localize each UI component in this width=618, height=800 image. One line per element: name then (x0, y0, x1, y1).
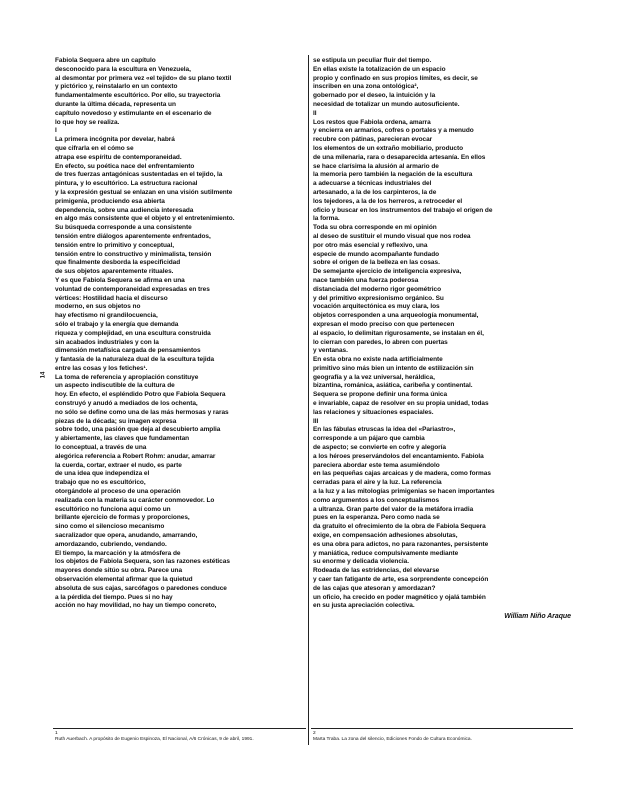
right-column-line: de una milenaria, rara o desaparecida artesanía. En ellos (313, 153, 486, 161)
right-column-line: a la luz y a las mitologías primigenias se hacen importantes (313, 488, 495, 496)
page-number: 14 (40, 371, 47, 379)
right-column-line: inscriben en una zona ontológica², (313, 83, 419, 91)
left-column-line: La primera incógnita por develar, habrá (55, 136, 175, 144)
left-column-line: fundamentalmente escultórico. Por ello, su trayectoria (55, 92, 221, 100)
left-column-line: otorgándole al proceso de una operación (55, 488, 181, 496)
footnote-text: Ruth Auerbach. A propósito de Eugenio Espinoza, El Nacional, A/6 Crónicas, 9 de abril, 1991. (55, 737, 254, 742)
left-column-line: sino como el silencioso mecanismo (55, 523, 165, 531)
right-column-line: y maniática, reduce compulsivamente mediante (313, 549, 459, 557)
left-column-line: riqueza y complejidad, en una escultura construida (55, 329, 211, 337)
right-column-line: su enorme y delicada violencia. (313, 558, 409, 566)
left-column-line: sobre todo, una pasión que deja al descubierto amplia (55, 426, 221, 434)
right-column-line: y caer tan fatigante de arte, esa sorprendente concepción (313, 576, 489, 584)
right-column-line: lo cierran con paredes, lo abren con puertas (313, 338, 448, 346)
right-column-line: sobre el origen de la belleza en las cosas. (313, 259, 440, 267)
right-column-line: pues en la esperanza. Pero como nada se (313, 514, 440, 522)
left-column-line: desconocido para la escultura en Venezuela, (55, 65, 191, 73)
left-column-line: pintura, y lo escultórico. La estructura racional (55, 180, 198, 188)
left-column-line: moderno, en sus objetos no (55, 303, 141, 311)
footnote-rule-right (311, 728, 573, 729)
left-column-line: sin acabados industriales y con la (55, 338, 159, 346)
right-column-line: a los héroes preservándolos del encantamiento. Fabiola (313, 452, 484, 460)
left-column-line: de tres fuerzas antagónicas sustentadas en el tejido, la (55, 171, 223, 179)
left-column-line: Y es que Fabiola Sequera se afirma en una (55, 276, 185, 284)
left-column-line: brillante ejercicio de formas y proporciones, (55, 514, 190, 522)
left-column-line: trabajo que no es escultórico, (55, 479, 146, 487)
right-column-line: expresan el modo preciso con que pertenecen (313, 320, 455, 328)
left-column-line: capítulo novedoso y estimulante en el escenario de (55, 109, 212, 117)
right-column-line: la forma. (313, 215, 340, 223)
footnote-text: Marta Traba. La zona del silencio, Ediciones Fondo de Cultura Económica. (313, 737, 472, 742)
left-column-line: primigenia, produciendo esa abierta (55, 197, 165, 205)
left-column-line: lo que hoy se realiza. (55, 118, 120, 126)
footnote-number: 2 (313, 731, 316, 736)
right-column-line: nace también una fuerza poderosa (313, 276, 419, 284)
left-column-line: observación elemental afirmar que la quietud (55, 576, 193, 584)
right-column (313, 57, 571, 622)
left-column-line: y pictórico y, reinstalarlo en un contexto (55, 83, 178, 91)
footnote-right (313, 731, 472, 743)
left-column-line: En efecto, su poética nace del enfrentamiento (55, 162, 195, 170)
right-column-line: un oficio, ha crecido en poder magnético y ojalá también (313, 593, 486, 601)
right-column-line: los elementos de un extraño mobiliario, producto (313, 144, 464, 152)
right-column-line: como argumentos a los conceptualismos (313, 496, 440, 504)
right-column-line: en las pequeñas cajas arcaicas y de madera, como formas (313, 470, 491, 478)
left-column-line: de una idea que independiza el (55, 470, 150, 478)
right-column-line: Sequera se propone definir una forma única (313, 391, 448, 399)
left-column-line: construyó y anudó a mediados de los ochenta, (55, 400, 198, 408)
right-column-line: II (313, 109, 317, 117)
left-column-line: los objetos de Fabiola Sequera, son las razones estéticas (55, 558, 230, 566)
right-column-line: se estipula un peculiar fluir del tiempo. (313, 57, 432, 64)
left-column-line: vértices: Hostilidad hacia el discurso (55, 294, 168, 302)
right-column-line: y del primitivo expresionismo orgánico. Su (313, 294, 444, 302)
right-column-line: distanciada del moderno rigor geométrico (313, 285, 442, 293)
left-column-line: La toma de referencia y apropiación constituye (55, 373, 199, 381)
left-column-line: piezas de la década; su imagen expresa (55, 417, 177, 425)
left-column-line: voluntad de contemporaneidad expresadas en tres (55, 285, 210, 293)
footnote-rule-left (53, 728, 306, 729)
right-column-line: e invariable, capaz de resolver en su propia unidad, todas (313, 400, 489, 408)
left-column-line: amordazando, cubriendo, vendando. (55, 540, 167, 548)
right-column-line: gobernado por el deseo, la intuición y la (313, 92, 436, 100)
left-column-line: El tiempo, la marcación y la atmósfera de (55, 549, 181, 557)
left-column-line: tensión entre lo constructivo y minimalista, tensión (55, 250, 212, 258)
left-column-line: absoluta de sus cajas, sarcófagos o paredones conduce (55, 584, 227, 592)
left-column-line: sacralizador que opera, anudando, amarrando, (55, 532, 198, 540)
right-column-line: corresponde a un pájaro que cambia (313, 435, 425, 443)
left-column-line: mayores donde sitúo su obra. Parece una (55, 567, 183, 575)
right-column-line: bizantina, románica, asiática, caribeña y continental. (313, 382, 473, 390)
column-divider (308, 55, 309, 745)
left-column-line: dependencia, sobre una audiencia interesada (55, 206, 194, 214)
left-column-line: que finalmente desborda la especificidad (55, 259, 181, 267)
left-column-line: en algo más consistente que el objeto y el entretenimiento. (55, 215, 235, 223)
right-column-line: En esta obra no existe nada artificialmente (313, 356, 443, 364)
left-column-line: y abiertamente, las claves que fundamentan (55, 435, 190, 443)
left-column-line: no sólo se define como una de las más hermosas y raras (55, 408, 229, 416)
left-column-line: hay efectismo ni grandilocuencia, (55, 312, 158, 320)
left-column-line: a la pérdida del tiempo. Pues si no hay (55, 593, 173, 601)
left-column-line: Su búsqueda corresponde a una consistente (55, 224, 192, 232)
left-column-line: la cuerda, cortar, extraer el nudo, es parte (55, 461, 182, 469)
footnote-left (55, 731, 254, 743)
right-column-line: III (313, 417, 319, 425)
right-column-line: exige, en compensación adhesiones absolutas, (313, 532, 458, 540)
footnote-number: 1 (55, 731, 58, 736)
right-column-line: la memoria pero también la negación de la escultura (313, 171, 473, 179)
left-column-line: Fabiola Sequera abre un capítulo (55, 57, 156, 64)
left-column-line: realizada con la materia su carácter conmovedor. Lo (55, 496, 215, 504)
right-column-line: y ventanas. (313, 347, 348, 355)
right-column-line: al espacio, lo delimitan rigurosamente, se instalan en él, (313, 329, 484, 337)
right-column-line: es una obra para adictos, no para razonantes, persistente (313, 540, 489, 548)
left-column-line: que cifrarla en el cómo se (55, 144, 134, 152)
right-column-line: a adecuarse a técnicas industriales del (313, 180, 432, 188)
right-column-line: por otro más esencial y reflexivo, una (313, 241, 428, 249)
right-column-line: recubre con pátinas, parecieran evocar (313, 136, 433, 144)
right-column-line: necesidad de totalizar un mundo autosuficiente. (313, 100, 460, 108)
right-column-line: artesanado, a la de los carpinteros, la de (313, 188, 437, 196)
right-column-line: al deseo de sustituir el mundo visual que nos rodea (313, 232, 471, 240)
right-column-line: Rodeada de las estridencias, del elevarse (313, 567, 440, 575)
right-column-line: En las fábulas etruscas la idea del «Pariastro», (313, 426, 456, 434)
left-column (55, 57, 303, 611)
right-column-line: vocación arquitectónica es muy clara, los (313, 303, 440, 311)
left-column-line: tensión entre lo primitivo y conceptual, (55, 241, 174, 249)
right-column-line: pareciera abordar este tema asumiéndolo (313, 461, 440, 469)
right-column-line: y encierra en armarios, cofres o portales y a menudo (313, 127, 474, 135)
left-column-line: al desmontar por primera vez «el tejido» de su plano textil (55, 74, 232, 82)
right-column-line: Toda su obra corresponde en mi opinión (313, 224, 437, 232)
right-column-line: geografía y a la vez universal, heráldica, (313, 373, 435, 381)
left-column-line: atrapa ese espíritu de contemporaneidad. (55, 153, 182, 161)
left-column-line: escultórico no funciona aquí como un (55, 505, 171, 513)
right-column-line: especie de mundo acompañante fundado (313, 250, 440, 258)
left-column-line: I (55, 127, 57, 135)
right-column-line: De semejante ejercicio de inteligencia expresiva, (313, 268, 462, 276)
author-signature: William Niño Araque (504, 613, 571, 621)
right-column-line: se hace clarísima la alusión al armario de (313, 162, 439, 170)
right-column-line: objetos corresponden a una arqueología monumental, (313, 312, 479, 320)
left-column-line: y la expresión gestual se enlazan en una visión sutilmente (55, 188, 233, 196)
right-column-line: en su justa apreciación colectiva. (313, 602, 415, 610)
left-column-line: durante la última década, representa un (55, 100, 176, 108)
right-column-line: las relaciones y situaciones espaciales. (313, 408, 434, 416)
left-column-line: y fantasía de la naturaleza dual de la escultura tejida (55, 356, 215, 364)
right-column-line: a ultranza. Gran parte del valor de la metáfora irradia (313, 505, 474, 513)
right-column-line: primitivo sino más bien un intento de estilización sin (313, 364, 474, 372)
left-column-line: acción no hay movilidad, no hay un tiempo concreto, (55, 602, 217, 610)
right-column-line: oficio y buscar en los instrumentos del trabajo el origen de (313, 206, 493, 214)
right-column-line: Los restos que Fabiola ordena, amarra (313, 118, 431, 126)
left-column-line: sólo el trabajo y la energía que demanda (55, 320, 179, 328)
left-column-line: hoy. En efecto, el espléndido Potro que Fabiola Sequera (55, 391, 226, 399)
left-column-line: lo conceptual, a través de una (55, 444, 147, 452)
right-column-line: los tejedores, a la de los herreros, a retroceder el (313, 197, 463, 205)
left-column-line: de sus objetos aparentemente rituales. (55, 268, 174, 276)
right-column-line: da gratuito el ofrecimiento de la obra de Fabiola Sequera (313, 523, 486, 531)
left-column-line: un aspecto indiscutible de la cultura de (55, 382, 175, 390)
left-column-line: entre las cosas y los fetiches¹. (55, 364, 148, 372)
right-column-line: cerradas para el aire y la luz. La referencia (313, 479, 442, 487)
right-column-line: En ellas existe la totalización de un espacio (313, 65, 446, 73)
left-column-line: tensión entre diálogos aparentemente enfrentados, (55, 232, 211, 240)
left-column-line: alegórica referencia a Robert Rohm: anudar, amarrar (55, 452, 216, 460)
right-column-line: de las cajas que atesoran y amordazan? (313, 584, 436, 592)
right-column-line: de aspecto; se convierte en cofre y alegoría (313, 444, 446, 452)
right-column-line: propio y confinado en sus propios límites, es decir, se (313, 74, 478, 82)
left-column-line: dimensión metafísica cargada de pensamientos (55, 347, 201, 355)
